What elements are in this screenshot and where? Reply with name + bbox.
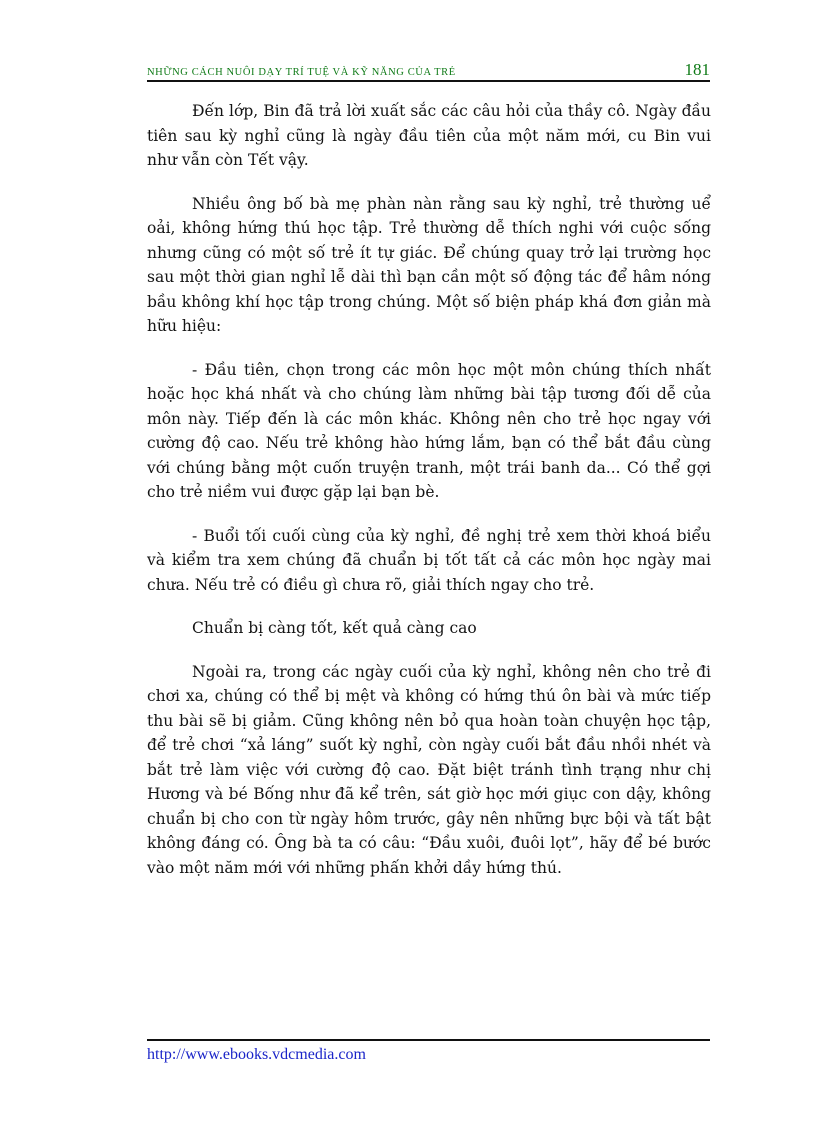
header-divider xyxy=(147,80,710,82)
paragraph-conclusion: Ngoài ra, trong các ngày cuối của kỳ nghỉ, không nên cho trẻ đi chơi xa, chúng có thể bị mệt và không có hứng thú ôn bài và mức tiếp thu bài sẽ bị giảm. Cũng không nên bỏ qua hoàn toàn chuyện học tập, để trẻ chơi “xả láng” suốt kỳ nghỉ, còn ngày cuối bắt đầu nhồi nhét và bắt trẻ làm việc với cường độ cao. Đặt biệt tránh tình trạng như chị Hương và bé Bống như đã kể trên, sát giờ học mới giục con dậy, không chuẩn bị cho con từ ngày hôm trước, gây nên những bực bội và tất bật không đáng có. Ông bà ta có câu: “Đầu xuôi, đuôi lọt”, hãy để bé bước vào một năm mới với những phấn khởi dầy hứng thú. xyxy=(147,662,711,877)
page-body xyxy=(147,99,711,899)
footer-divider xyxy=(147,1039,710,1041)
book-title: NHỮNG CÁCH NUÔI DẠY TRÍ TUỆ VÀ KỸ NĂNG CỦA TRẺ xyxy=(147,67,456,78)
paragraph-tip-last-evening: - Buổi tối cuối cùng của kỳ nghỉ, đề nghị trẻ xem thời khoá biểu và kiểm tra xem chúng đã chuẩn bị tốt tất cả các môn học ngày mai chưa. Nếu trẻ có điều gì chưa rõ, giải thích ngay cho trẻ. xyxy=(147,526,711,594)
paragraph-tip-first-subject: - Đầu tiên, chọn trong các môn học một môn chúng thích nhất hoặc học khá nhất và cho chúng làm những bài tập tương đối dễ của môn này. Tiếp đến là các môn khác. Không nên cho trẻ học ngay với cường độ cao. Nếu trẻ không hào hứng lắm, bạn có thể bắt đầu cùng với chúng bằng một cuốn truyện tranh, một trái banh da... Có thể gợi cho trẻ niềm vui được gặp lại bạn bè. xyxy=(147,360,711,501)
paragraph-complaints: Nhiều ông bố bà mẹ phàn nàn rằng sau kỳ nghỉ, trẻ thường uể oải, không hứng thú học tập. Trẻ thường dễ thích nghi với cuộc sống nhưng cũng có một số trẻ ít tự giác. Để chúng quay trở lại trường học sau một thời gian nghỉ lễ dài thì bạn cần một số động tác để hâm nóng bầu không khí học tập trong chúng. Một số biện pháp khá đơn giản mà hữu hiệu: xyxy=(147,194,711,335)
paragraph-intro: Đến lớp, Bin đã trả lời xuất sắc các câu hỏi của thầy cô. Ngày đầu tiên sau kỳ nghỉ cũng là ngày đầu tiên của một năm mới, cu Bin vui như vẫn còn Tết vậy. xyxy=(147,102,711,169)
page-number: 181 xyxy=(684,60,710,79)
paragraph-subheading: Chuẩn bị càng tốt, kết quả càng cao xyxy=(192,619,477,637)
running-header xyxy=(147,60,710,82)
footer-url-link[interactable]: http://www.ebooks.vdcmedia.com xyxy=(147,1046,366,1063)
